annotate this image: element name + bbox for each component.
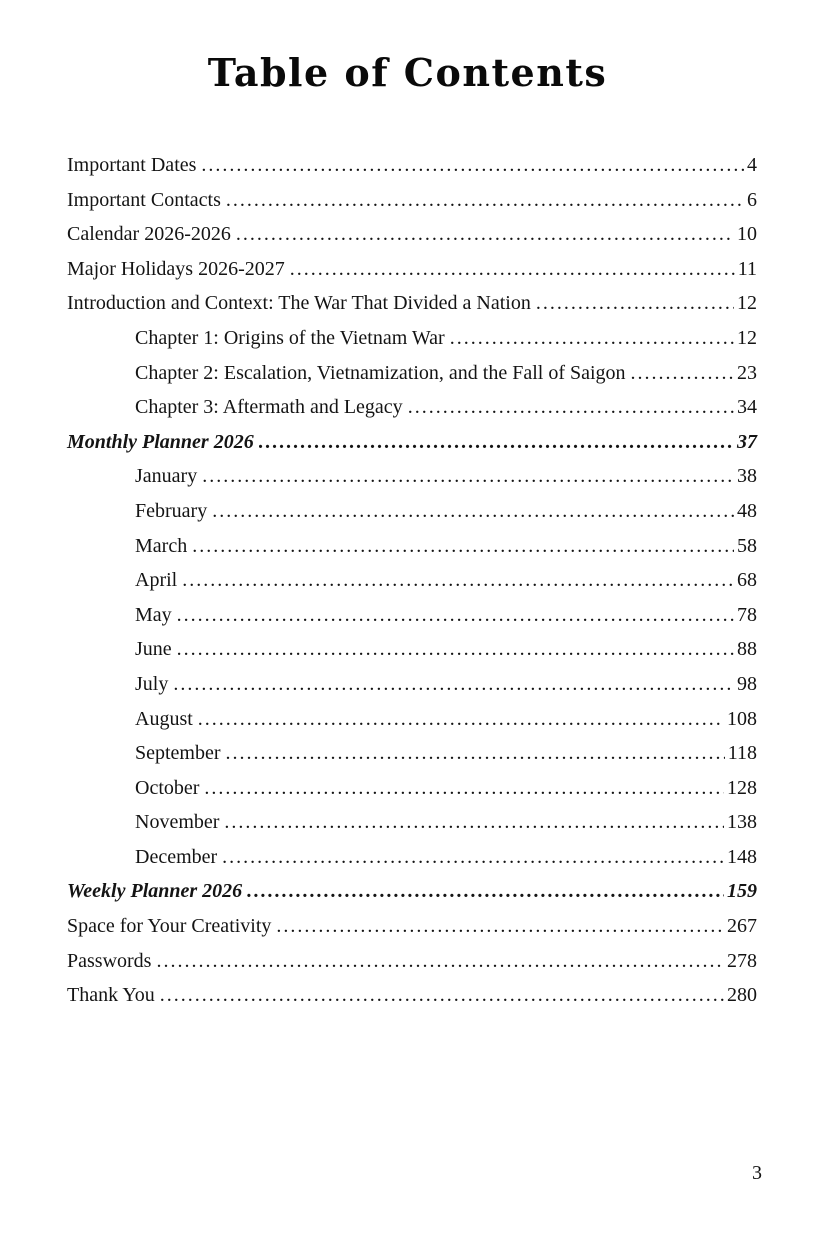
toc-entry-label: Weekly Planner 2026	[67, 880, 243, 903]
toc-entry-dot-leader	[631, 356, 734, 391]
toc-entry-page: 78	[737, 603, 757, 626]
toc-entry-dot-leader	[160, 978, 724, 1013]
toc-entry-page: 48	[737, 499, 757, 522]
toc-entry-label: Important Contacts	[67, 188, 221, 211]
toc-entry-dot-leader	[177, 632, 734, 667]
toc-entry-dot-leader	[259, 425, 734, 460]
toc-entry-page: 108	[727, 707, 757, 730]
toc-entry[interactable]	[67, 909, 757, 944]
toc-entry-page: 267	[727, 915, 757, 938]
toc-entry-label: August	[135, 707, 193, 730]
toc-entry[interactable]	[67, 217, 757, 252]
toc-entry[interactable]	[67, 771, 757, 806]
toc-entry-label: March	[135, 534, 188, 557]
toc-entry[interactable]	[67, 390, 757, 425]
toc-entry-page: 12	[737, 326, 757, 349]
toc-entry-dot-leader	[192, 529, 734, 564]
toc-entry[interactable]	[67, 702, 757, 737]
toc-entry[interactable]	[67, 944, 757, 979]
toc-entry-dot-leader	[198, 702, 724, 737]
toc-entry-label: April	[135, 569, 178, 592]
toc-entry-dot-leader	[247, 874, 724, 909]
toc-entry-label: Chapter 1: Origins of the Vietnam War	[135, 326, 445, 349]
toc-entry[interactable]	[67, 874, 757, 909]
toc-entry[interactable]	[67, 252, 757, 287]
toc-entry[interactable]	[67, 494, 757, 529]
toc-entry-dot-leader	[236, 217, 734, 252]
toc-entry-dot-leader	[450, 321, 734, 356]
toc-entry-dot-leader	[536, 286, 734, 321]
toc-entry-page: 12	[737, 292, 757, 315]
toc-entry-label: February	[135, 499, 208, 522]
toc-list	[67, 148, 757, 1013]
toc-entry-page: 278	[727, 949, 757, 972]
toc-entry[interactable]	[67, 598, 757, 633]
toc-entry-label: September	[135, 742, 221, 765]
toc-entry-page: 118	[727, 742, 757, 765]
toc-entry-page: 37	[737, 430, 757, 453]
toc-entry-label: Introduction and Context: The War That Divided a Nation	[67, 292, 531, 315]
toc-entry-dot-leader	[224, 805, 724, 840]
toc-entry-page: 280	[727, 984, 757, 1007]
toc-entry[interactable]	[67, 356, 757, 391]
toc-entry-label: December	[135, 845, 218, 868]
toc-entry-label: Major Holidays 2026-2027	[67, 257, 285, 280]
toc-entry-dot-leader	[226, 736, 725, 771]
toc-entry-dot-leader	[173, 667, 734, 702]
toc-entry[interactable]	[67, 667, 757, 702]
toc-entry-label: Passwords	[67, 949, 152, 972]
page-title: Table of Contents	[207, 50, 608, 95]
toc-entry-label: Chapter 2: Escalation, Vietnamization, and the Fall of Saigon	[135, 361, 626, 384]
toc-entry-label: Important Dates	[67, 154, 197, 176]
toc-entry-dot-leader	[290, 252, 735, 287]
toc-entry-dot-leader	[204, 771, 724, 806]
toc-entry-page: 68	[737, 569, 757, 592]
toc-entry[interactable]	[67, 459, 757, 494]
toc-entry-label: Thank You	[67, 984, 155, 1007]
footer-page-number: 3	[752, 1162, 762, 1184]
toc-entry[interactable]	[67, 736, 757, 771]
toc-entry-dot-leader	[202, 459, 734, 494]
toc-entry-page: 6	[747, 188, 757, 211]
toc-entry-page: 4	[747, 154, 757, 176]
toc-entry-dot-leader	[182, 563, 734, 598]
toc-entry-page: 88	[737, 638, 757, 661]
toc-entry-label: June	[135, 638, 172, 661]
toc-entry-dot-leader	[156, 944, 724, 979]
toc-entry-dot-leader	[212, 494, 734, 529]
toc-entry-dot-leader	[226, 183, 744, 218]
toc-entry-page: 38	[737, 465, 757, 488]
toc-entry-page: 10	[737, 223, 757, 246]
toc-entry-label: Calendar 2026-2026	[67, 223, 231, 246]
toc-entry-page: 34	[737, 396, 757, 419]
toc-entry-label: July	[135, 672, 169, 695]
toc-entry-label: May	[135, 603, 172, 626]
toc-entry[interactable]	[67, 805, 757, 840]
toc-entry[interactable]	[67, 425, 757, 460]
toc-entry[interactable]	[67, 148, 757, 183]
toc-entry-label: October	[135, 776, 200, 799]
toc-entry-page: 128	[727, 776, 757, 799]
toc-entry[interactable]	[67, 183, 757, 218]
toc-entry-label: Chapter 3: Aftermath and Legacy	[135, 396, 403, 419]
toc-entry-page: 138	[727, 811, 757, 834]
toc-entry-dot-leader	[408, 390, 734, 425]
toc-entry-page: 11	[737, 257, 757, 280]
toc-entry[interactable]	[67, 286, 757, 321]
toc-entry-label: Space for Your Creativity	[67, 915, 272, 938]
toc-entry-page: 98	[737, 672, 757, 695]
toc-entry[interactable]	[67, 563, 757, 598]
toc-entry-page: 159	[727, 880, 757, 903]
toc-entry-label: January	[135, 465, 198, 488]
toc-entry-dot-leader	[177, 598, 734, 633]
toc-entry[interactable]	[67, 840, 757, 875]
toc-entry-page: 23	[737, 361, 757, 384]
toc-entry[interactable]	[67, 529, 757, 564]
toc-entry[interactable]	[67, 321, 757, 356]
toc-entry-dot-leader	[276, 909, 724, 944]
toc-entry[interactable]	[67, 632, 757, 667]
toc-entry-dot-leader	[201, 148, 744, 183]
toc-entry-page: 148	[727, 845, 757, 868]
toc-entry-label: Monthly Planner 2026	[67, 430, 254, 453]
toc-entry-dot-leader	[222, 840, 724, 875]
toc-entry-page: 58	[737, 534, 757, 557]
toc-entry[interactable]	[67, 978, 757, 1013]
toc-entry-label: November	[135, 811, 220, 834]
